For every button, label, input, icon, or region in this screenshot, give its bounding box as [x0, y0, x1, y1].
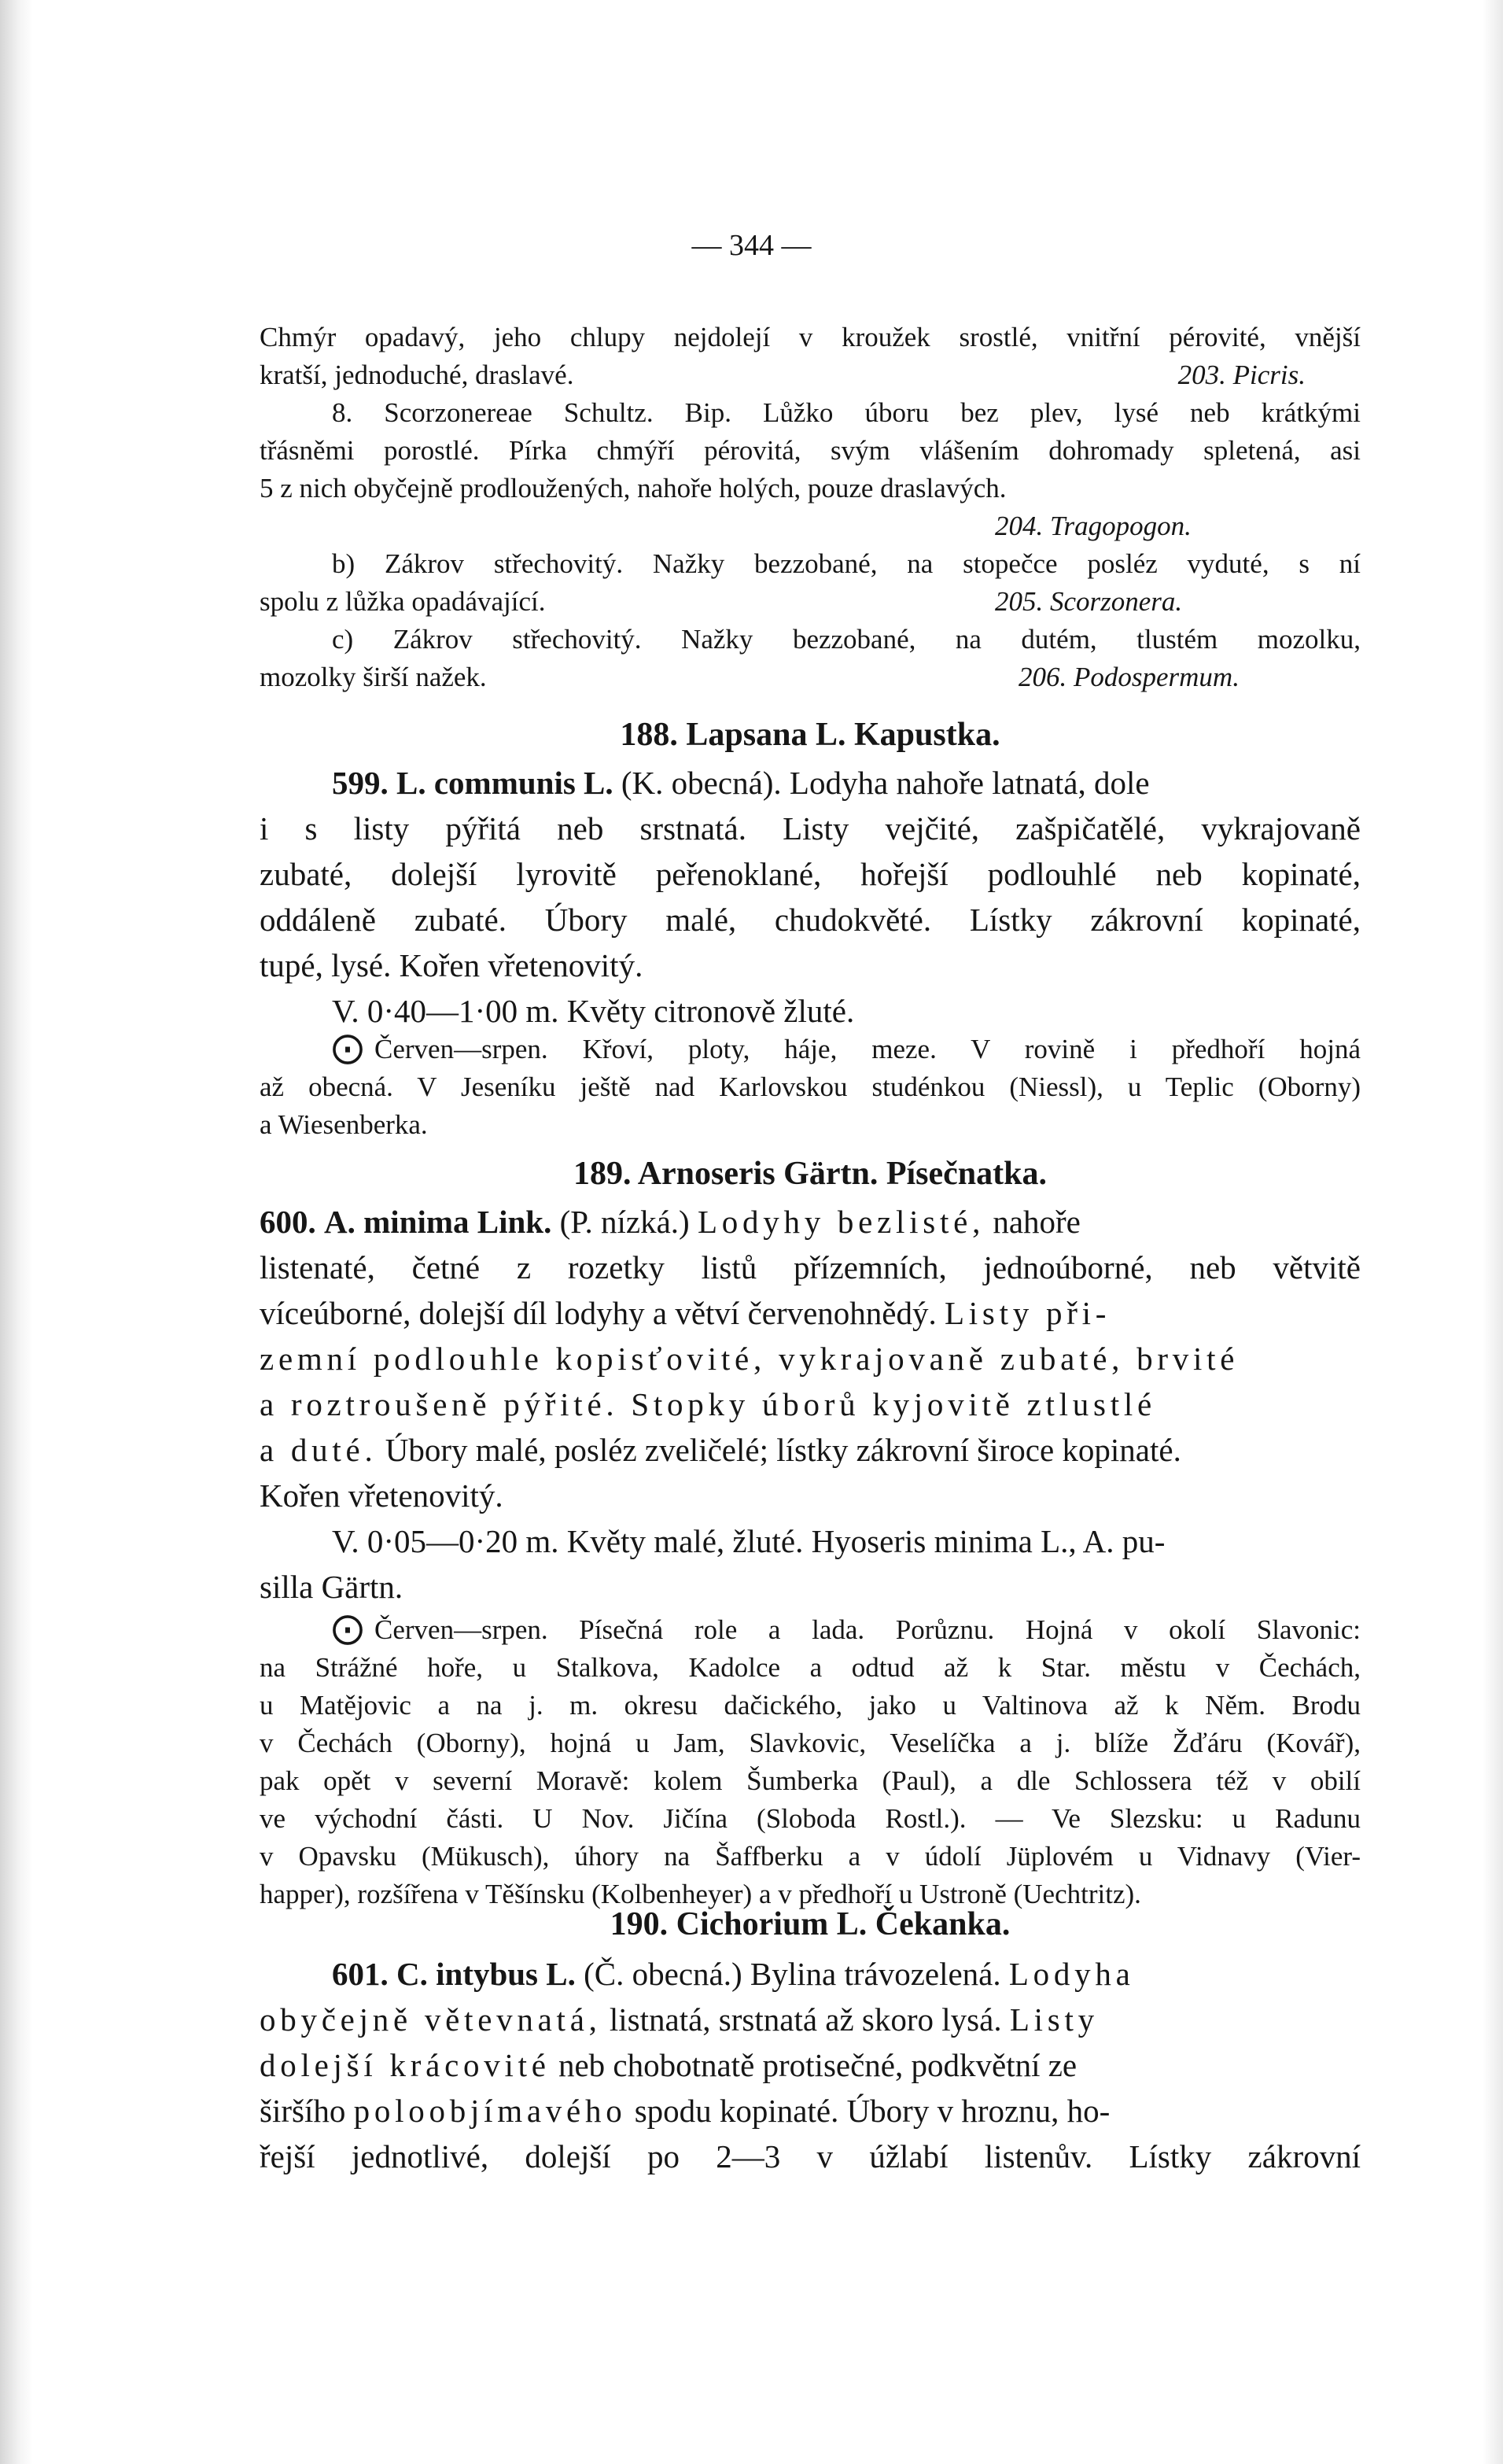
genus-heading-lapsana: 188. Lapsana L. Kapustka. — [620, 717, 1000, 753]
species-line: Kořen vřetenovitý. — [260, 1477, 503, 1514]
species-599 — [260, 760, 1361, 1034]
genus-ref-scorzonera: 205. Scorzonera. — [995, 586, 1183, 617]
species-line: silla Gärtn. — [260, 1569, 403, 1605]
key-line — [260, 658, 1361, 696]
distribution-line: pak opět v severní Moravě: kolem Šumberka (Paul), a dle Schlossera též v obilí — [260, 1765, 1361, 1796]
species-common-name: (P. nízká.) — [559, 1204, 690, 1240]
species-line — [260, 1199, 1361, 1245]
species-line: V. 0·05—0·20 m. Květy malé, žluté. Hyoseris minima L., A. pu- — [332, 1523, 1166, 1559]
distribution-line: ve východní části. U Nov. Jičína (Sloboda Rostl.). — Ve Slezsku: u Radunu — [260, 1803, 1361, 1834]
species-line: V. 0·40—1·00 m. Květy citronově žluté. — [332, 993, 855, 1029]
species-line-text: listnatá, srstnatá až skoro lysá. — [609, 2001, 1002, 2038]
species-line-text: Bylina trávozelená. — [750, 1956, 1001, 1992]
key-line — [260, 356, 1361, 394]
species-number: 601. — [332, 1956, 389, 1992]
genus-ref-tragopogon: 204. Tragopogon. — [995, 511, 1192, 541]
distribution-line: v Čechách (Oborny), hojná u Jam, Slavkovic, Veselíčka a j. blíže Žďáru (Kovář), — [260, 1728, 1361, 1758]
genus-ref-podospermum: 206. Podospermum. — [1019, 662, 1240, 692]
species-line-text: spodu kopinaté. Úbory v hroznu, ho- — [634, 2093, 1111, 2129]
key-line: 8. Scorzonereae Schultz. Bip. Lůžko úboru bez plev, lysé neb krátkými — [332, 397, 1361, 428]
key-line: c) Zákrov střechovitý. Nažky bezzobané, na dutém, tlustém mozolku, — [332, 624, 1361, 655]
species-number: 600. — [260, 1204, 316, 1240]
genus-heading-arnoseris: 189. Arnoseris Gärtn. Písečnatka. — [573, 1156, 1047, 1192]
species-line — [260, 1951, 1361, 1997]
genus-heading-cichorium: 190. Cichorium L. Čekanka. — [610, 1906, 1011, 1942]
species-line — [260, 1290, 1361, 1336]
species-line-spaced: Lodyha — [1008, 1956, 1135, 1992]
species-line-text: (K. obecná). Lodyha nahoře latnatá, dole — [621, 765, 1150, 801]
distribution-line: až obecná. V Jeseníku ještě nad Karlovskou studénkou (Niessl), u Teplic (Oborny) — [260, 1072, 1361, 1102]
species-number: 599. — [332, 765, 389, 801]
species-line: zubaté, dolejší lyrovitě peřenoklané, hořejší podlouhlé neb kopinaté, — [260, 856, 1361, 892]
key-line-text: mozolky širší nažek. — [260, 662, 487, 692]
species-line-spaced: poloobjímavého — [353, 2093, 627, 2129]
species-600-distribution — [260, 1611, 1361, 1913]
key-line-text: spolu z lůžka opadávající. — [260, 586, 546, 617]
species-line: i s listy pýřitá neb srstnatá. Listy vejčité, zašpičatělé, vykrajovaně — [260, 810, 1361, 847]
key-line-text: kratší, jednoduché, draslavé. — [260, 360, 574, 390]
species-line — [260, 760, 1361, 806]
species-line — [260, 2088, 1361, 2134]
distribution-line: v Opavsku (Mükusch), úhory na Šaffberku a v údolí Jüplovém u Vidnavy (Vier- — [260, 1841, 1361, 1872]
species-line-spaced: dolejší krácovité — [260, 2047, 551, 2083]
species-line-spaced: Listy při- — [945, 1295, 1111, 1331]
distribution-text: Červen—srpen. Křoví, ploty, háje, meze. V rovině i předhoří hojná — [374, 1034, 1361, 1064]
key-block — [260, 319, 1361, 696]
distribution-line: happer), rozšířena v Těšínsku (Kolbenheyer) a v předhoří u Ustroně (Uechtritz). — [260, 1879, 1141, 1909]
species-601 — [260, 1951, 1361, 2179]
distribution-line — [260, 1031, 1361, 1068]
species-line: tupé, lysé. Kořen vřetenovitý. — [260, 947, 643, 983]
species-line: oddáleně zubaté. Úbory malé, chudokvěté. Lístky zákrovní kopinaté, — [260, 902, 1361, 938]
species-name: A. minima Link. — [324, 1204, 552, 1240]
distribution-text: Červen—srpen. Písečná role a lada. Porůznu. Hojná v okolí Slavonic: — [374, 1614, 1361, 1645]
species-line — [260, 2042, 1361, 2088]
species-600 — [260, 1199, 1361, 1610]
annual-symbol-icon: ⨀ — [332, 1610, 363, 1646]
species-line-spaced: Lodyhy bezlisté, — [697, 1204, 985, 1240]
page-edge-shadow-left — [0, 0, 33, 2464]
annual-symbol-icon: ⨀ — [332, 1030, 363, 1065]
key-line: b) Zákrov střechovitý. Nažky bezzobané, na stopečce posléz vyduté, s ní — [332, 548, 1361, 579]
species-common-name: (Č. obecná.) — [584, 1956, 742, 1992]
species-line-spaced: a duté. — [260, 1432, 378, 1468]
genus-ref-picris: 203. Picris. — [1177, 360, 1306, 390]
page-number: — 344 — — [691, 229, 812, 262]
species-line-text: víceúborné, dolejší díl lodyhy a větví červenohnědý. — [260, 1295, 937, 1331]
key-line: 5 z nich obyčejně prodloužených, nahoře holých, pouze draslavých. — [260, 473, 1007, 503]
distribution-line: na Strážné hoře, u Stalkova, Kadolce a odtud až k Star. městu v Čechách, — [260, 1652, 1361, 1683]
species-line — [260, 1427, 1361, 1473]
species-line-text: Úbory malé, posléz zveličelé; lístky zákrovní široce kopinaté. — [385, 1432, 1181, 1468]
species-line — [260, 1997, 1361, 2042]
species-name: C. intybus L. — [396, 1956, 576, 1992]
key-line: Chmýr opadavý, jeho chlupy nejdolejí v kroužek srostlé, vnitřní pérovité, vnější — [260, 322, 1361, 352]
species-name: L. communis L. — [396, 765, 613, 801]
species-line-spaced: obyčejně větevnatá, — [260, 2001, 602, 2038]
species-line-spaced: zemní podlouhle kopisťovité, vykrajovaně zubaté, brvité — [260, 1341, 1240, 1377]
species-line-text: neb chobotnatě protisečné, podkvětní ze — [558, 2047, 1078, 2083]
page-edge-shadow-right — [1483, 0, 1503, 2464]
species-599-distribution — [260, 1031, 1361, 1144]
species-line-text: nahoře — [993, 1204, 1081, 1240]
distribution-line: a Wiesenberka. — [260, 1109, 428, 1140]
key-line — [260, 583, 1361, 621]
key-line: třásněmi porostlé. Pírka chmýří pérovitá, svým vlášením dohromady spletená, asi — [260, 435, 1361, 466]
species-line-spaced: Listy — [1009, 2001, 1099, 2038]
species-line-text: širšího — [260, 2093, 346, 2129]
distribution-line: u Matějovic a na j. m. okresu dačického, jako u Valtinova až k Něm. Brodu — [260, 1690, 1361, 1721]
species-line-spaced: a roztroušeně pýřité. Stopky úborů kyjovitě ztlustlé — [260, 1386, 1156, 1422]
distribution-line — [260, 1611, 1361, 1649]
species-line: řejší jednotlivé, dolejší po 2—3 v úžlabí listenův. Lístky zákrovní — [260, 2138, 1361, 2174]
species-line: listenaté, četné z rozetky listů přízemních, jednoúborné, neb větvitě — [260, 1249, 1361, 1285]
